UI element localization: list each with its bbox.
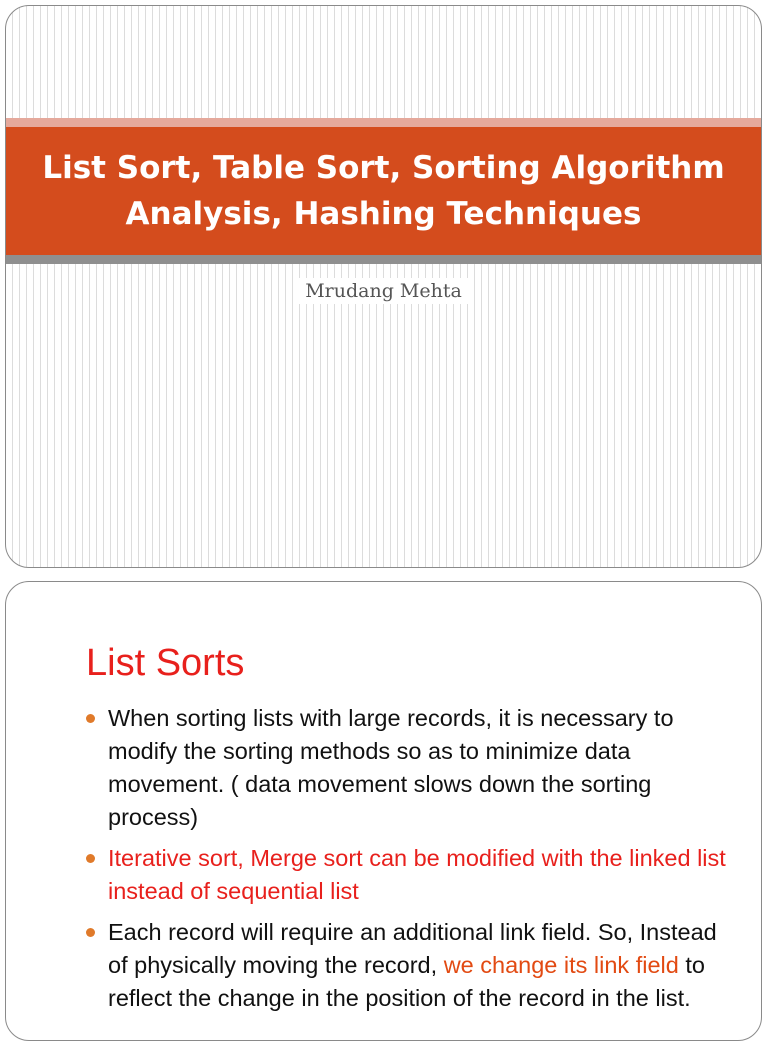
- title-slide: [5, 5, 762, 568]
- bullet-highlight-text: we change its link field: [443, 952, 679, 978]
- bullet-item: [86, 916, 736, 1015]
- title-band-bottom-stripe: [6, 255, 761, 264]
- bullet-item: [86, 702, 736, 834]
- list-sorts-slide: [5, 581, 762, 1041]
- slide-title-line-1: List Sort, Table Sort, Sorting Algorithm: [42, 150, 725, 186]
- bullet-dot-icon: [86, 714, 95, 723]
- bullet-text: Iterative sort, Merge sort can be modified with the linked list instead of sequential list: [108, 845, 726, 904]
- slide-heading: List Sorts: [86, 642, 245, 684]
- slide-title-line-2: Analysis, Hashing Techniques: [125, 196, 642, 232]
- title-band-top-stripe: [6, 118, 761, 127]
- title-band: [6, 127, 761, 255]
- bullet-list: [86, 702, 736, 1023]
- bullet-text: When sorting lists with large records, it is necessary to modify the sorting methods so as to minimize data movement. ( data movement slows down the sorting process): [108, 705, 674, 830]
- slide-title: [22, 145, 744, 237]
- bullet-text-part: Each record will require an additional link field. So, Instead of physically moving the record,: [108, 919, 717, 978]
- bullet-dot-icon: [86, 854, 95, 863]
- author-name: Mrudang Mehta: [294, 278, 474, 304]
- bullet-text-part: to reflect the change in the position of the record in the list.: [108, 952, 705, 1011]
- bullet-item: [86, 842, 736, 908]
- bullet-dot-icon: [86, 928, 95, 937]
